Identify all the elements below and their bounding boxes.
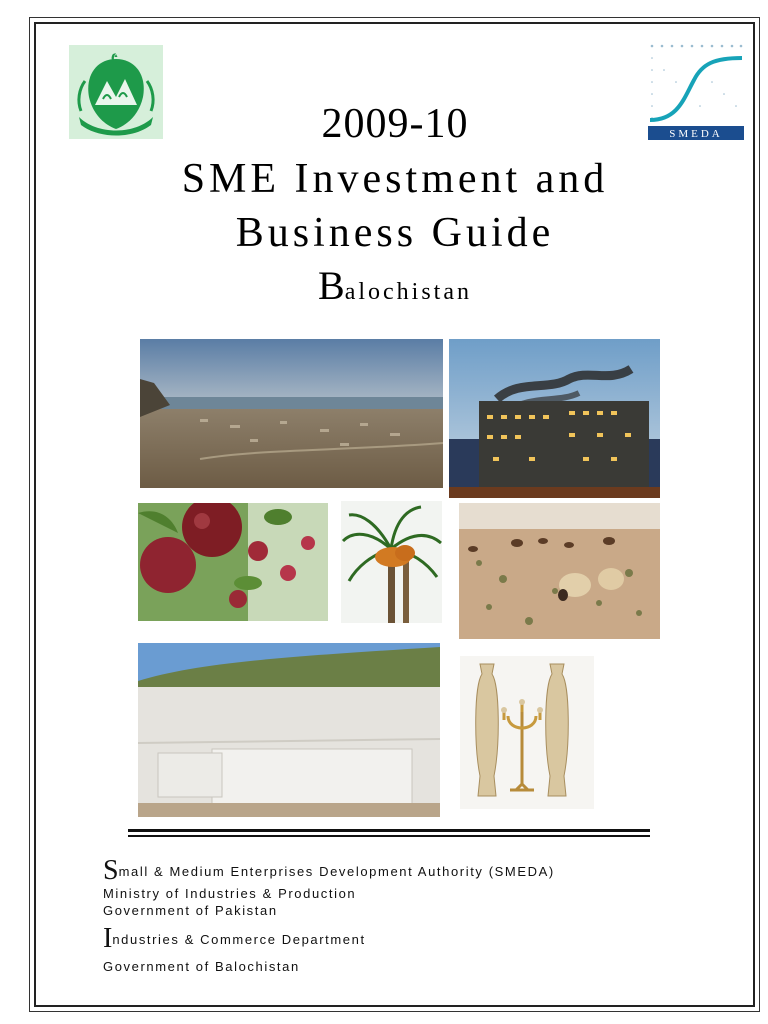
photo-marble-quarry [138,643,440,817]
org2-name: ndustries & Commerce Department [112,932,366,947]
photo-power-plant [449,339,660,498]
photo-sheep-grazing [459,503,660,639]
photo-apples [138,503,328,621]
footer-gov-balochistan: Government of Balochistan [103,959,300,974]
org1-initial: S [103,855,119,886]
footer-gov-pakistan: Government of Pakistan [103,903,278,918]
region-initial: B [318,263,345,308]
org1-name: mall & Medium Enterprises Development Authority (SMEDA) [118,864,555,879]
cover-title [0,152,768,260]
cover-year: 2009-10 [321,101,469,147]
cover-region [0,262,768,309]
org2-initial: I [103,923,113,954]
footer-divider-thick [128,829,650,832]
footer-divider-thin [128,835,650,837]
photo-onyx-handicrafts [460,656,594,809]
footer-org-smeda [103,855,555,887]
cover-title-line-1: SME Investment and [181,156,609,202]
footer-ministry: Ministry of Industries & Production [103,886,357,901]
cover-title-line-2: Business Guide [235,210,555,256]
smeda-wordmark: SMEDA [669,128,723,140]
region-rest: alochistan [344,279,472,305]
photo-coastal-town [140,339,443,488]
photo-date-palm [341,501,442,623]
footer-org-industries [103,923,366,955]
